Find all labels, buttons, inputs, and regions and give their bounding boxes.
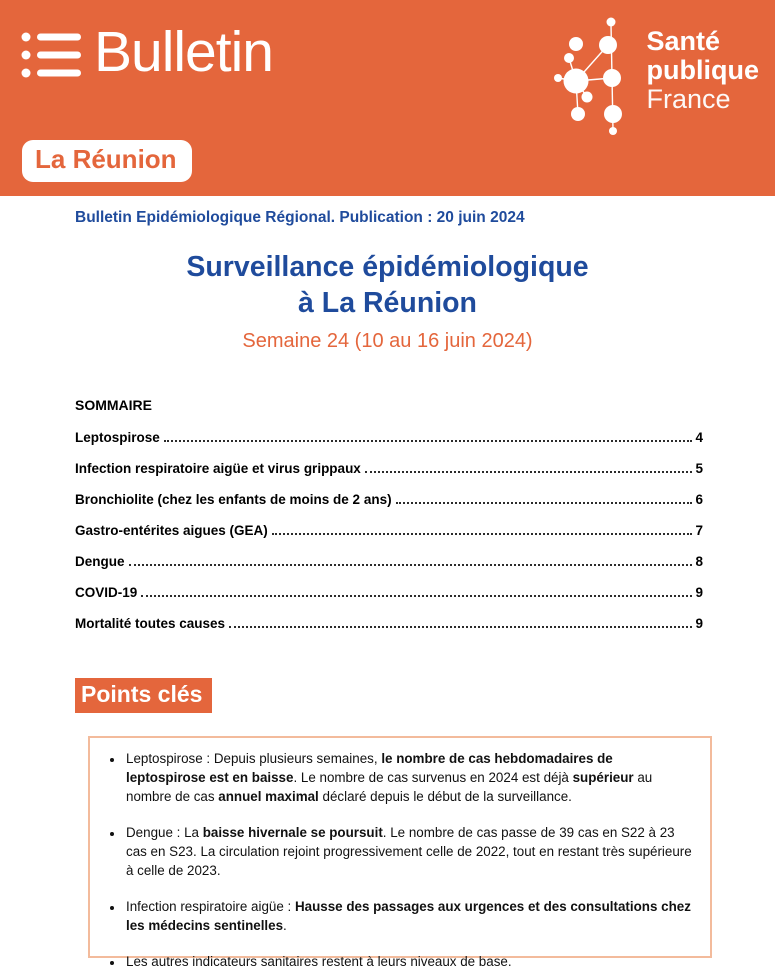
toc-entry-page: 9	[695, 584, 703, 600]
header-band	[0, 0, 775, 196]
week-subtitle: Semaine 24 (10 au 16 juin 2024)	[242, 330, 533, 352]
toc-entry-label: Leptospirose	[75, 429, 160, 445]
toc-entry-infection-respiratoire[interactable]	[75, 459, 703, 476]
toc-entry-label: Gastro-entérites aigues (GEA)	[75, 522, 268, 538]
toc-dotted-leader	[164, 439, 693, 442]
page-title	[0, 249, 775, 321]
text-run: Les autres indicateurs sanitaires restent à leurs niveaux de base.	[126, 954, 512, 969]
key-point-dengue	[124, 823, 694, 880]
page-title-line2: à La Réunion	[298, 287, 477, 319]
toc-dotted-leader	[229, 625, 692, 628]
spf-line-sante: Santé	[646, 25, 721, 56]
toc-entry-leptospirose[interactable]	[75, 428, 703, 445]
bulletin-logo	[20, 19, 273, 84]
toc-entry-mortalite[interactable]	[75, 614, 703, 631]
toc-entry-page: 6	[695, 491, 703, 507]
text-run: Dengue : La	[126, 825, 203, 840]
toc-dotted-leader	[272, 532, 693, 535]
text-run: .	[283, 918, 287, 933]
toc-entry-bronchiolite[interactable]	[75, 490, 703, 507]
key-point-infection-respiratoire	[124, 897, 694, 935]
text-run: Leptospirose : Depuis plusieurs semaines,	[126, 751, 382, 766]
text-run: . Le nombre de cas survenus en 2024 est déjà	[293, 770, 573, 785]
toc-entry-label: Dengue	[75, 553, 125, 569]
text-run: . Le nombre de cas passe de 39 cas en S22 à 23 cas en S23. La circulation rejoint progressivement celle de 2022, tout en restant très supérieure à celle de 2023.	[126, 825, 692, 878]
toc-entry-label: Infection respiratoire aigüe et virus grippaux	[75, 460, 361, 476]
sante-publique-france-logo	[551, 4, 759, 136]
text-run-bold: Hausse des passages aux urgences et des consultations chez les médecins sentinelles	[126, 899, 691, 933]
key-point-autres-indicateurs	[124, 952, 694, 971]
toc-entry-gastro-enterites[interactable]	[75, 521, 703, 538]
toc-entry-label: COVID-19	[75, 584, 138, 600]
text-run: au nombre de cas	[126, 770, 653, 804]
toc-dotted-leader	[396, 501, 693, 504]
text-run-bold: annuel maximal	[218, 789, 319, 804]
toc-entry-label: Bronchiolite (chez les enfants de moins de 2 ans)	[75, 491, 392, 507]
toc-dotted-leader	[365, 470, 693, 473]
page-title-line1: Surveillance épidémiologique	[186, 251, 589, 283]
key-point-leptospirose	[124, 749, 694, 806]
toc-entry-label: Mortalité toutes causes	[75, 615, 226, 631]
toc-entry-page: 7	[695, 522, 703, 538]
text-run: déclaré depuis le début de la surveillance.	[318, 789, 572, 804]
toc-dotted-leader	[129, 563, 693, 566]
toc-dotted-leader	[141, 594, 692, 597]
table-of-contents	[75, 428, 703, 645]
region-badge: La Réunion	[22, 140, 192, 182]
toc-entry-page: 4	[695, 429, 703, 445]
text-run-bold: supérieur	[572, 770, 634, 785]
key-points-heading: Points clés	[75, 678, 212, 713]
toc-entry-page: 8	[695, 553, 703, 569]
bulletin-wordmark: Bulletin	[94, 19, 273, 84]
spf-wordmark	[647, 27, 759, 114]
text-run-bold: baisse hivernale se poursuit	[202, 825, 383, 840]
publication-line: Bulletin Epidémiologique Régional. Publication : 20 juin 2024	[75, 209, 525, 226]
molecule-network-icon	[551, 4, 639, 136]
key-points-box	[88, 736, 712, 969]
text-run: Infection respiratoire aigüe :	[126, 899, 295, 914]
toc-entry-page: 9	[695, 615, 703, 631]
text-run-bold: le nombre de cas hebdomadaires de leptospirose est en baisse	[126, 751, 613, 785]
spf-line-publique: publique	[646, 54, 759, 85]
toc-entry-dengue[interactable]	[75, 552, 703, 569]
bulleted-list-icon	[20, 26, 82, 84]
key-points-list	[102, 749, 694, 971]
toc-heading: SOMMAIRE	[75, 397, 152, 413]
toc-entry-page: 5	[695, 460, 703, 476]
spf-line-france: France	[646, 83, 731, 114]
toc-entry-covid19[interactable]	[75, 583, 703, 600]
